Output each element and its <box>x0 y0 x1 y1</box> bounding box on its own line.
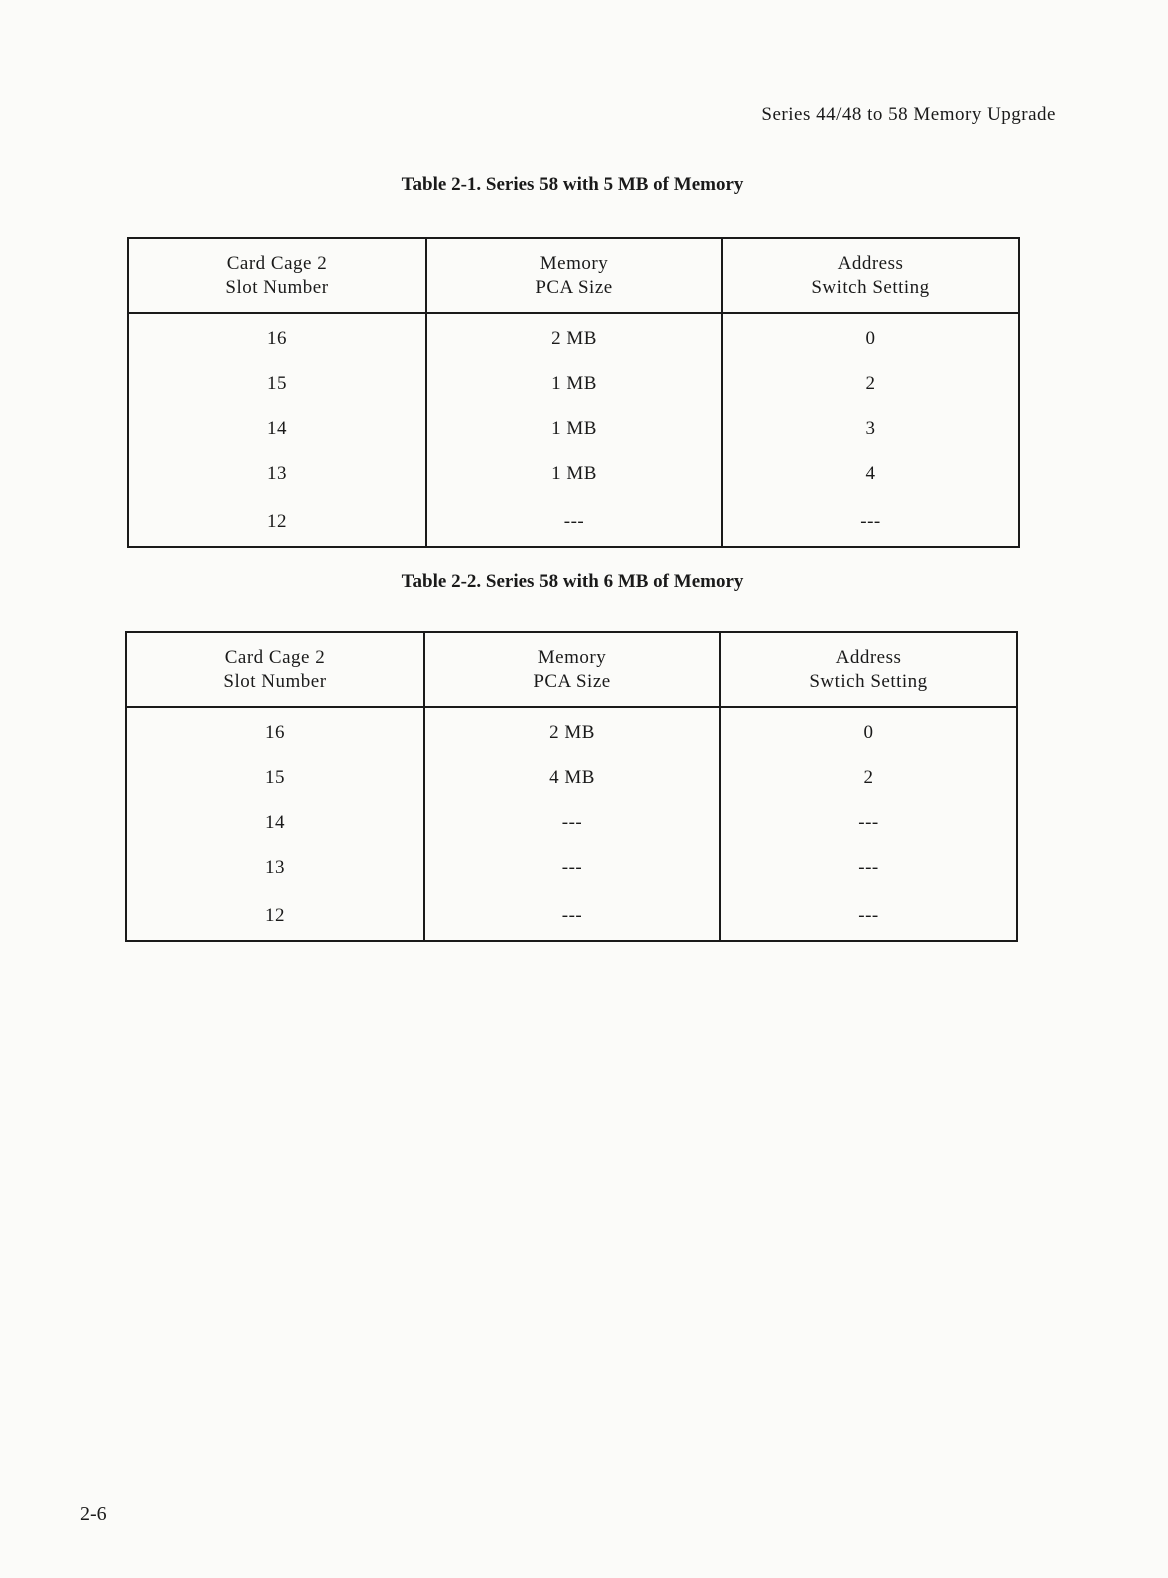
table-row <box>126 845 1017 890</box>
table-caption: Table 2-1. Series 58 with 5 MB of Memory <box>401 174 744 195</box>
table-cell: 2 MB <box>426 313 722 361</box>
table-row <box>128 451 1019 496</box>
column-header-switch: Address Swtich Setting <box>720 632 1017 707</box>
table-caption: Table 2-2. Series 58 with 6 MB of Memory <box>401 571 744 592</box>
column-header-pca-size: Memory PCA Size <box>426 238 722 313</box>
table-cell: 13 <box>128 451 426 496</box>
table-cell: --- <box>424 845 720 890</box>
table-header-row <box>128 238 1019 313</box>
page-number: 2-6 <box>80 1503 107 1525</box>
column-header-slot: Card Cage 2 Slot Number <box>126 632 424 707</box>
table-cell: --- <box>424 890 720 941</box>
table-cell: 16 <box>128 313 426 361</box>
table-cell: --- <box>426 496 722 547</box>
table-cell: 1 MB <box>426 451 722 496</box>
table-cell: 12 <box>126 890 424 941</box>
running-header: Series 44/48 to 58 Memory Upgrade <box>761 104 1056 125</box>
table-row <box>128 496 1019 547</box>
memory-table <box>127 237 1020 548</box>
table-row <box>126 800 1017 845</box>
table-cell: --- <box>722 496 1019 547</box>
table-row <box>126 890 1017 941</box>
table-cell: 14 <box>126 800 424 845</box>
table-cell: 15 <box>128 361 426 406</box>
table-cell: 12 <box>128 496 426 547</box>
table-cell: --- <box>424 800 720 845</box>
table-cell: 4 MB <box>424 755 720 800</box>
table-cell: 13 <box>126 845 424 890</box>
column-header-pca-size: Memory PCA Size <box>424 632 720 707</box>
table-cell: --- <box>720 845 1017 890</box>
table-row <box>128 361 1019 406</box>
table-cell: 14 <box>128 406 426 451</box>
table-cell: --- <box>720 890 1017 941</box>
table-cell: 15 <box>126 755 424 800</box>
table-cell: 3 <box>722 406 1019 451</box>
table-header-row <box>126 632 1017 707</box>
table-row <box>126 707 1017 755</box>
table-cell: --- <box>720 800 1017 845</box>
table-row <box>128 406 1019 451</box>
table-cell: 2 <box>722 361 1019 406</box>
table-cell: 16 <box>126 707 424 755</box>
memory-table <box>125 631 1018 942</box>
table-row <box>128 313 1019 361</box>
table-cell: 0 <box>722 313 1019 361</box>
column-header-switch: Address Switch Setting <box>722 238 1019 313</box>
table-cell: 2 MB <box>424 707 720 755</box>
table-cell: 2 <box>720 755 1017 800</box>
table-cell: 1 MB <box>426 361 722 406</box>
table-row <box>126 755 1017 800</box>
table-cell: 4 <box>722 451 1019 496</box>
table-cell: 1 MB <box>426 406 722 451</box>
table-cell: 0 <box>720 707 1017 755</box>
column-header-slot: Card Cage 2 Slot Number <box>128 238 426 313</box>
